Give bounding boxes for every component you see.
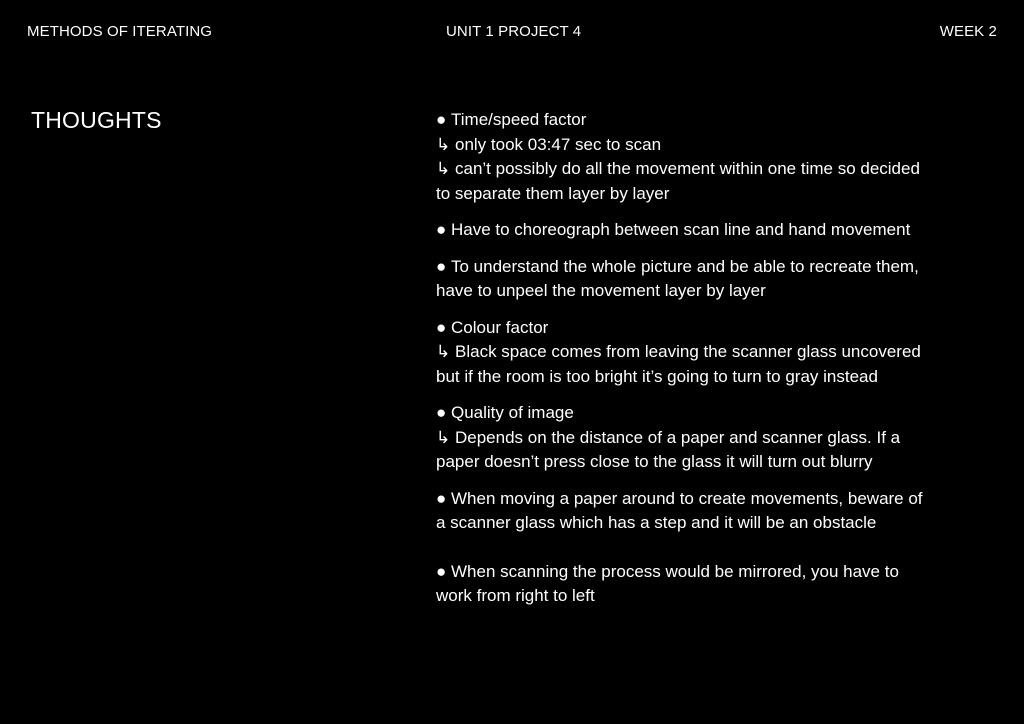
note-line (436, 560, 996, 585)
note-text: When scanning the process would be mirrored, you have to (451, 561, 899, 581)
note-text: Quality of image (451, 403, 574, 422)
note-line (436, 218, 996, 243)
note-line (436, 340, 996, 365)
note-line (436, 133, 996, 158)
note-text: To understand the whole picture and be able to recreate them, (451, 256, 919, 276)
note-item (436, 255, 996, 304)
note-line (436, 279, 996, 304)
note-line (436, 511, 996, 536)
note-item (436, 487, 996, 536)
header-project-label: UNIT 1 PROJECT 4 (446, 23, 582, 40)
arrow-return-icon: ↳ (436, 427, 451, 447)
note-line (436, 255, 996, 280)
note-text: Depends on the distance of a paper and scanner glass. If a (455, 427, 901, 447)
note-item (436, 401, 996, 475)
note-text: Black space comes from leaving the scanner glass uncovered (455, 342, 921, 361)
arrow-return-icon: ↳ (436, 159, 451, 178)
note-text: can’t possibly do all the movement within one time so decided (455, 159, 920, 178)
bullet-icon: ● (436, 220, 447, 239)
header-week-label: WEEK 2 (939, 23, 997, 40)
note-text: Time/speed factor (451, 110, 587, 129)
note-line (436, 450, 996, 475)
note-line (436, 365, 996, 390)
note-item (436, 316, 996, 390)
note-line (436, 426, 996, 451)
note-text: only took 03:47 sec to scan (455, 134, 662, 154)
note-item (436, 218, 996, 243)
note-item (436, 560, 996, 609)
note-text: paper doesn’t press close to the glass it will turn out blurry (436, 452, 873, 471)
note-text: but if the room is too bright it’s going to turn to gray instead (436, 366, 878, 386)
bullet-icon: ● (436, 561, 447, 581)
note-text: Have to choreograph between scan line and hand movement (451, 220, 911, 239)
note-line (436, 108, 996, 133)
note-text: to separate them layer by layer (436, 183, 670, 203)
bullet-icon: ● (436, 110, 447, 129)
note-line (436, 487, 996, 512)
arrow-return-icon: ↳ (436, 134, 451, 154)
notes-list (436, 108, 996, 609)
note-text: work from right to left (436, 586, 595, 605)
note-text: Colour factor (451, 317, 549, 337)
bullet-icon: ● (436, 256, 447, 276)
section-title: THOUGHTS (31, 107, 162, 133)
note-item (436, 108, 996, 206)
header-left-title: METHODS OF ITERATING (27, 23, 213, 40)
bullet-icon: ● (436, 403, 447, 422)
note-line (436, 316, 996, 341)
arrow-return-icon: ↳ (436, 342, 451, 361)
note-text: have to unpeel the movement layer by layer (436, 281, 766, 300)
note-text: a scanner glass which has a step and it will be an obstacle (436, 513, 877, 532)
note-line (436, 182, 996, 207)
note-line (436, 584, 996, 609)
note-text: When moving a paper around to create movements, beware of (451, 488, 923, 508)
note-line (436, 157, 996, 182)
bullet-icon: ● (436, 488, 447, 508)
bullet-icon: ● (436, 317, 447, 337)
note-line (436, 401, 996, 426)
